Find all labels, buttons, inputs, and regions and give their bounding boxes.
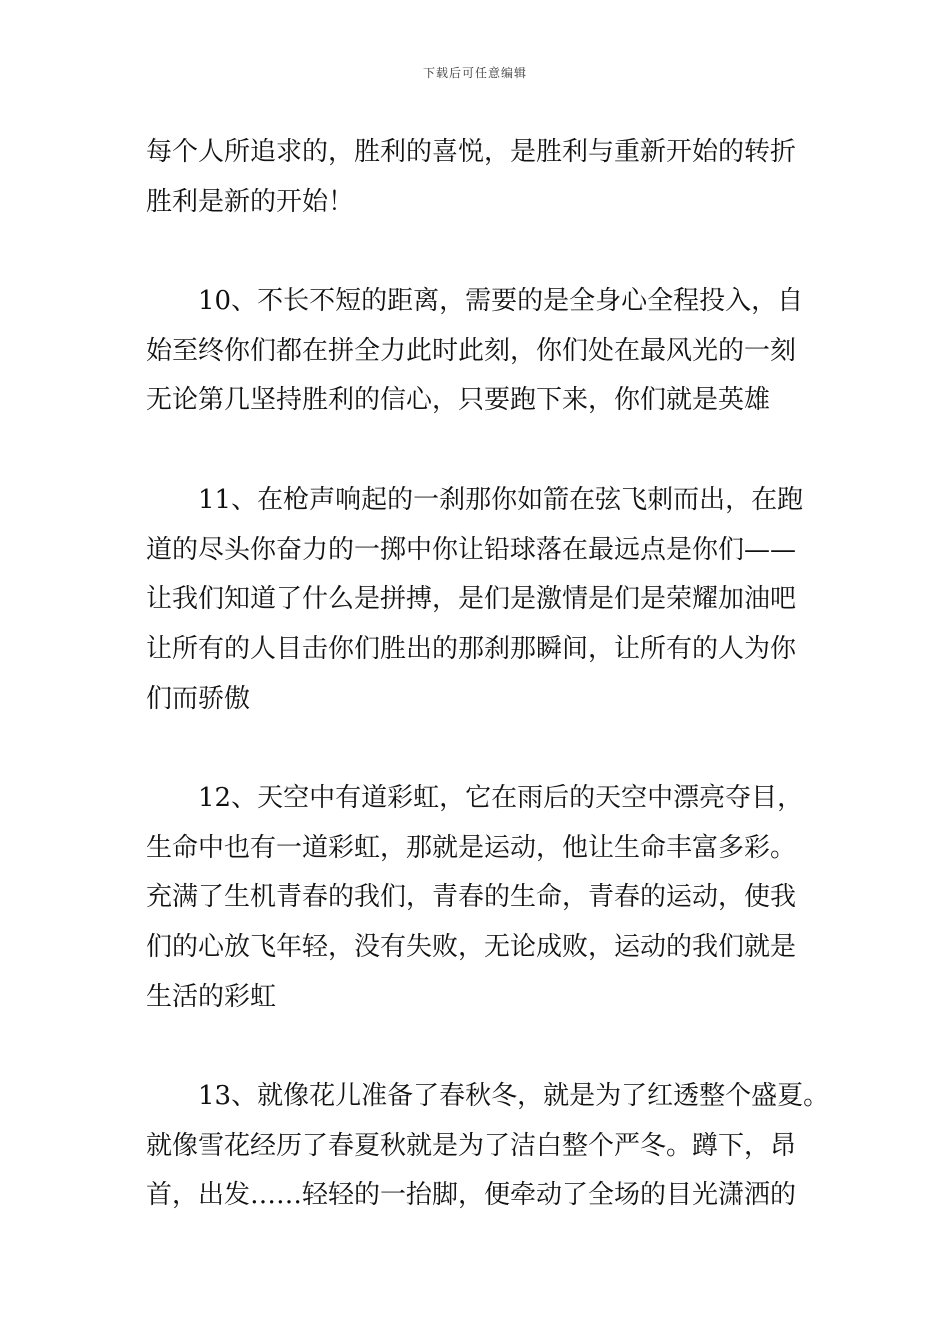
paragraph-continuation <box>146 128 826 227</box>
text-line: 13、就像花儿准备了春秋冬，就是为了红透整个盛夏。 <box>198 1081 830 1112</box>
text-line: 10、不长不短的距离，需要的是全身心全程投入，自 <box>198 286 804 317</box>
text-line: 让我们知道了什么是拼搏，是们是激情是们是荣耀加油吧 <box>146 584 797 615</box>
paragraph-gap <box>146 1022 826 1072</box>
paragraph-12 <box>146 774 826 1022</box>
paragraph-gap <box>146 724 826 774</box>
text-line: 让所有的人目击你们胜出的那刹那瞬间，让所有的人为你 <box>146 633 797 664</box>
text-line: 道的尽头你奋力的一掷中你让铅球落在最远点是你们—— <box>146 534 797 565</box>
text-line: 生命中也有一道彩虹，那就是运动，他让生命丰富多彩。 <box>146 832 797 863</box>
text-line: 12、天空中有道彩虹，它在雨后的天空中漂亮夺目， <box>198 782 804 813</box>
paragraph-gap <box>146 426 826 476</box>
text-line: 充满了生机青春的我们，青春的生命，青春的运动，使我 <box>146 882 797 913</box>
text-line: 胜利是新的开始！ <box>146 186 355 217</box>
text-line: 每个人所追求的，胜利的喜悦，是胜利与重新开始的转折 <box>146 137 797 167</box>
text-line: 生活的彩虹 <box>146 981 277 1012</box>
paragraph-13 <box>146 1072 830 1221</box>
text-line: 们的心放飞年轻，没有失败，无论成败，运动的我们就是 <box>146 932 797 962</box>
paragraph-10 <box>146 277 826 426</box>
text-line: 就像雪花经历了春夏秋就是为了洁白整个严冬。蹲下，昂 <box>146 1130 797 1161</box>
text-line: 们而骄傲 <box>146 683 251 714</box>
page-header: 下载后可任意编辑 <box>422 66 527 80</box>
document-body <box>146 128 830 1221</box>
paragraph-11 <box>146 476 826 724</box>
text-line: 无论第几坚持胜利的信心，只要跑下来，你们就是英雄 <box>146 385 771 416</box>
text-line: 首，出发……轻轻的一抬脚，便牵动了全场的目光潇洒的 <box>146 1180 797 1211</box>
text-line: 始至终你们都在拼全力此时此刻，你们处在最风光的一刻 <box>146 335 797 366</box>
text-line: 11、在枪声响起的一刹那你如箭在弦飞刺而出，在跑 <box>198 484 804 515</box>
paragraph-gap <box>146 227 826 277</box>
